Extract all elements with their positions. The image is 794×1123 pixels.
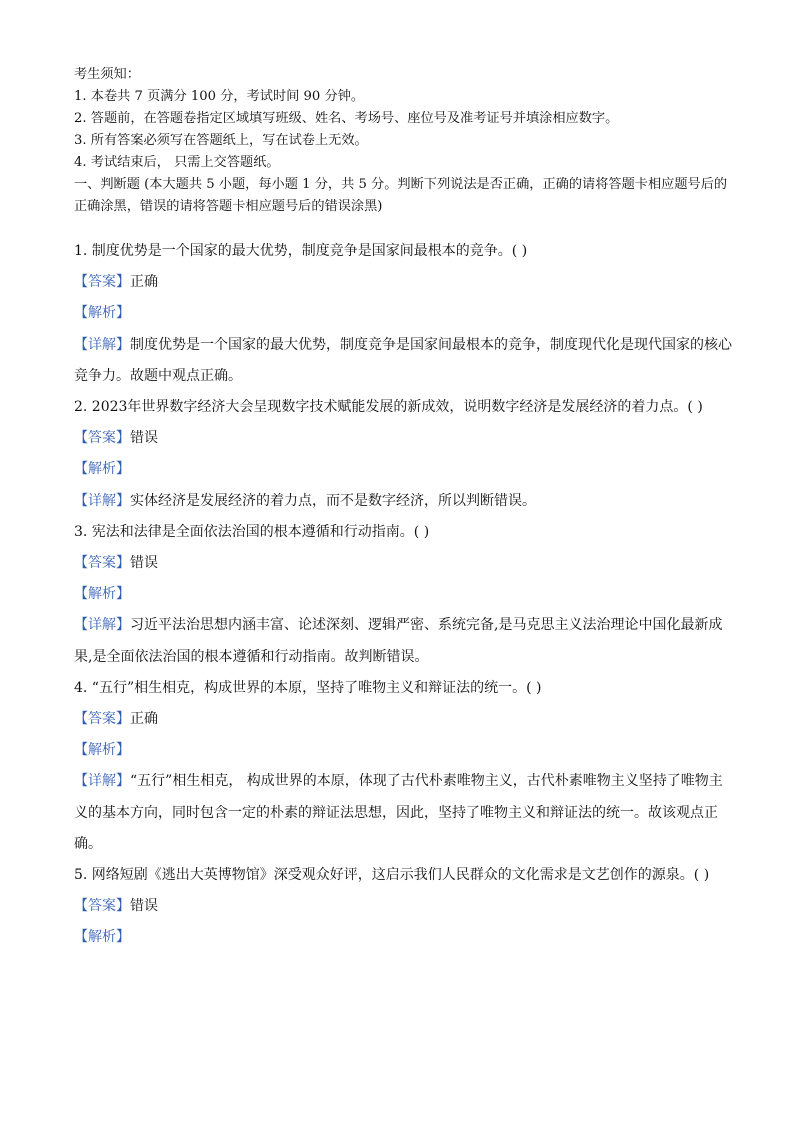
answer-line: [74, 423, 734, 454]
detail-line: [74, 610, 734, 672]
answer-line: [74, 704, 734, 735]
analysis-label: 【解析】: [74, 929, 130, 946]
detail-label: 【详解】: [74, 336, 130, 353]
detail-label: 【详解】: [74, 492, 130, 509]
question-text: 2. 2023年世界数字经济大会呈现数字技术赋能发展的新成效，说明数字经济是发展经济的着力点。( ): [74, 399, 703, 416]
detail-line: [74, 766, 734, 860]
detail-line: [74, 330, 734, 392]
detail-label: 【详解】: [74, 773, 130, 790]
question-text: 3. 宪法和法律是全面依法治国的根本遵循和行动指南。( ): [74, 523, 430, 540]
answer-label: 【答案】: [74, 430, 130, 447]
analysis-label: 【解析】: [74, 742, 130, 759]
analysis-line: [74, 735, 734, 766]
question-text: 4. “五行”相生相克，构成世界的本原，坚持了唯物主义和辩证法的统一。( ): [74, 679, 542, 696]
instruction-item: 1. 本卷共 7 页满分 100 分，考试时间 90 分钟。: [74, 89, 365, 104]
answer-line: [74, 267, 734, 298]
answer-value: 错误: [130, 430, 158, 447]
analysis-label: 【解析】: [74, 305, 130, 322]
answer-value: 正确: [130, 711, 158, 728]
question-text: 1. 制度优势是一个国家的最大优势，制度竞争是国家间最根本的竞争。( ): [74, 243, 528, 259]
detail-text: “五行”相生相克， 构成世界的本原，体现了古代朴素唯物主义，古代朴素唯物主义坚持了唯物主义的基本方向，同时包含一定的朴素的辩证法思想，因此，坚持了唯物主义和辩证法的统一。故该观点正确。: [74, 773, 723, 852]
exam-instructions: [74, 64, 734, 218]
detail-line: [74, 486, 734, 517]
instruction-item: 3. 所有答案必须写在答题纸上，写在试卷上无效。: [74, 133, 368, 148]
instruction-item: 4. 考试结束后， 只需上交答题纸。: [74, 155, 280, 170]
analysis-line: [74, 579, 734, 610]
answer-line: [74, 548, 734, 579]
question-list: [74, 236, 734, 954]
analysis-line: [74, 922, 734, 953]
instructions-heading: 考生须知：: [74, 67, 140, 82]
analysis-label: 【解析】: [74, 461, 130, 478]
answer-value: 错误: [130, 555, 158, 572]
detail-text: 实体经济是发展经济的着力点，而不是数字经济，所以判断错误。: [130, 492, 536, 509]
answer-label: 【答案】: [74, 555, 130, 572]
section-title: 一、判断题 (本大题共 5 小题，每小题 1 分，共 5 分。判断下列说法是否正确，正确的请将答题卡相应题号后的正确涂黑，错误的请将答题卡相应题号后的错误涂黑): [74, 177, 728, 214]
answer-label: 【答案】: [74, 898, 130, 915]
detail-text: 习近平法治思想内涵丰富、论述深刻、逻辑严密、系统完备,是马克思主义法治理论中国化最新成果,是全面依法治国的根本遵循和行动指南。故判断错误。: [74, 617, 723, 665]
answer-line: [74, 891, 734, 922]
analysis-line: [74, 454, 734, 485]
answer-value: 正确: [130, 274, 158, 291]
detail-label: 【详解】: [74, 617, 130, 634]
answer-label: 【答案】: [74, 274, 130, 291]
answer-label: 【答案】: [74, 711, 130, 728]
question-text: 5. 网络短剧《逃出大英博物馆》深受观众好评，这启示我们人民群众的文化需求是文艺创作的源泉。( ): [74, 867, 710, 884]
analysis-label: 【解析】: [74, 586, 130, 603]
instruction-item: 2. 答题前，在答题卷指定区域填写班级、姓名、考场号、座位号及准考证号并填涂相应数字。: [74, 111, 619, 126]
detail-text: 制度优势是一个国家的最大优势，制度竞争是国家间最根本的竞争，制度现代化是现代国家的核心竞争力。故题中观点正确。: [74, 336, 732, 384]
analysis-line: [74, 298, 734, 329]
answer-value: 错误: [130, 898, 158, 915]
